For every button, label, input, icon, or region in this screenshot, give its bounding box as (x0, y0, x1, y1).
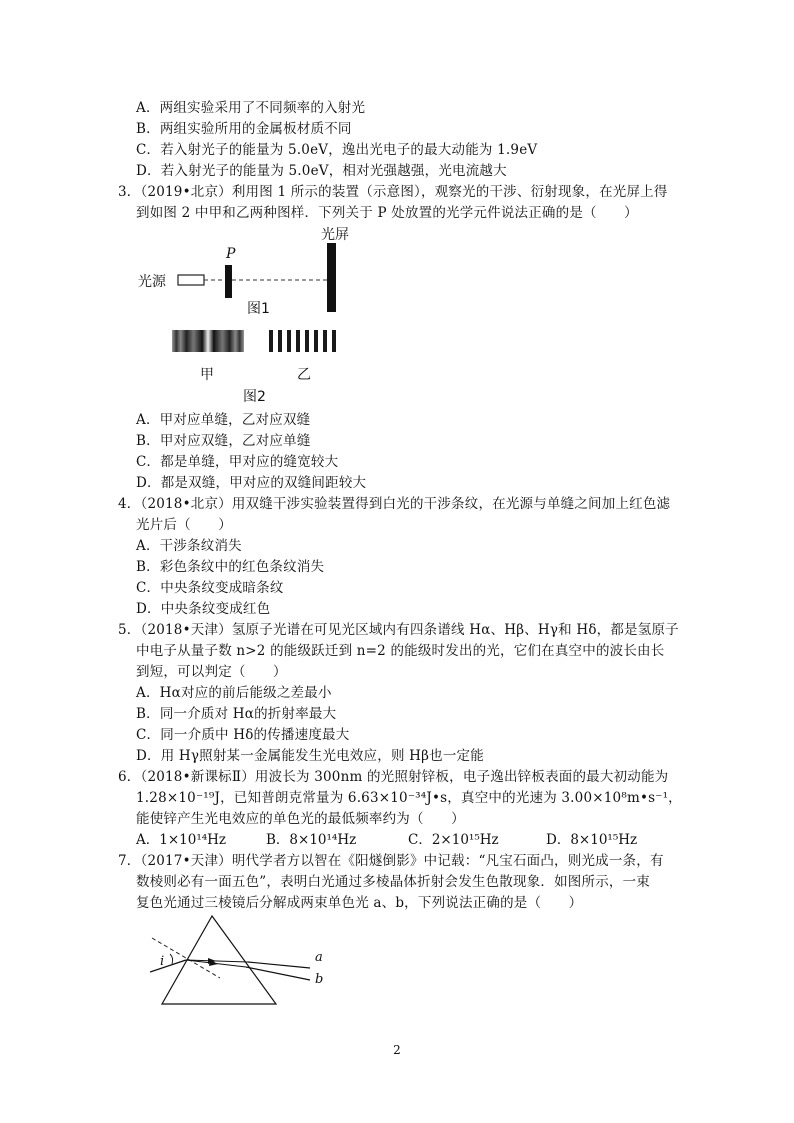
emergent-ray-a (248, 962, 310, 968)
q7-stem-line1: 7．（2017•天津）明代学者方以智在《阳燧倒影》中记载：“凡宝石面凸，则光成一条，有 (118, 853, 664, 869)
q7-stem-line3: 复色光通过三棱镜后分解成两束单色光 a、b，下列说法正确的是（ ） (136, 895, 583, 911)
q3-figure-1 (130, 224, 390, 324)
q5-option-b: B．同一介质对 Hα的折射率最大 (136, 706, 337, 722)
p-label: P (226, 246, 236, 262)
q6-option-b: B．8×10¹⁴Hz (266, 832, 357, 848)
emergent-ray-b (246, 967, 310, 980)
light-source-label: 光源 (138, 274, 166, 290)
q7-prism-figure (150, 912, 350, 1012)
q2-option-c: C．若入射光子的能量为 5.0eV，逸出光电子的最大动能为 1.9eV (136, 142, 538, 158)
q5-stem-line2: 中电子从量子数 n>2 的能级跃迁到 n=2 的能级时发出的光，它们在真空中的波长由长 (136, 643, 665, 659)
q4-option-d: D．中央条纹变成红色 (136, 601, 271, 617)
screen-label: 光屏 (321, 227, 349, 243)
prism-triangle (162, 916, 276, 1004)
q6-option-a: A．1×10¹⁴Hz (136, 832, 227, 848)
q2-option-b: B．两组实验所用的金属板材质不同 (136, 121, 352, 137)
angle-arc (170, 954, 173, 964)
page-number: 2 (393, 1043, 401, 1057)
pattern-b-label: 乙 (297, 367, 311, 383)
q2-option-d: D．若入射光子的能量为 5.0eV，相对光强越强，光电流越大 (136, 163, 507, 179)
q4-stem-line2: 光片后（ ） (136, 517, 232, 533)
q3-option-a: A．甲对应单缝，乙对应双缝 (136, 412, 311, 428)
q6-option-c: C．2×10¹⁵Hz (408, 832, 499, 848)
interference-patterns (170, 330, 360, 352)
q3-option-d: D．都是双缝，甲对应的双缝间距较大 (136, 475, 367, 491)
q4-option-a: A．干涉条纹消失 (136, 538, 242, 554)
q5-option-c: C．同一介质中 Hδ的传播速度最大 (136, 727, 350, 743)
q5-stem-line1: 5．（2018•天津）氢原子光谱在可见光区域内有四条谱线 Hα、Hβ、Hγ和 Hδ，都是氢原子 (118, 622, 679, 638)
q6-stem-line2: 1.28×10⁻¹⁹J，已知普朗克常量为 6.63×10⁻³⁴J•s，真空中的光速为 3.00×10⁸m•s⁻¹， (136, 790, 682, 806)
pattern-a-label: 甲 (200, 367, 214, 383)
q3-option-c: C．都是单缝，甲对应的缝宽较大 (136, 454, 339, 470)
figure-2-caption: 图2 (243, 389, 266, 405)
q5-stem-line3: 到短，可以判定（ ） (136, 664, 287, 680)
q3-stem-line2: 到如图 2 中甲和乙两种图样．下列关于 P 处放置的光学元件说法正确的是（ ） (136, 205, 638, 221)
q6-options-row (136, 830, 656, 850)
q6-option-d: D．8×10¹⁵Hz (546, 832, 638, 848)
angle-i-label: i (160, 954, 165, 969)
beam-a-label: a (315, 950, 323, 965)
q3-option-b: B．甲对应双缝，乙对应单缝 (136, 433, 311, 449)
q5-option-d: D．用 Hγ照射某一金属能发生光电效应，则 Hβ也一定能 (136, 748, 484, 764)
pattern-a (172, 330, 244, 352)
screen-bar (327, 243, 336, 312)
beam-b-label: b (315, 972, 324, 987)
optical-element-p (225, 265, 232, 298)
q4-option-b: B．彩色条纹中的红色条纹消失 (136, 559, 325, 575)
figure-1-caption: 图1 (247, 301, 270, 317)
q2-option-a: A．两组实验采用了不同频率的入射光 (136, 100, 366, 116)
q4-option-c: C．中央条纹变成暗条纹 (136, 580, 284, 596)
q5-option-a: A．Hα对应的前后能级之差最小 (136, 685, 332, 701)
q7-stem-line2: 数棱则必有一面五色”，表明白光通过多棱晶体折射会发生色散现象．如图所示，一束 (136, 874, 651, 890)
pattern-b (266, 330, 338, 352)
q4-stem-line1: 4．（2018•北京）用双缝干涉实验装置得到白光的干涉条纹，在光源与单缝之间加上红色滤 (118, 496, 671, 512)
q6-stem-line1: 6．（2018•新课标Ⅱ）用波长为 300nm 的光照射锌板，电子逸出锌板表面的最大初动能为 (118, 769, 669, 785)
q6-stem-line3: 能使锌产生光电效应的单色光的最低频率约为（ ） (136, 811, 465, 827)
light-source-box (178, 275, 204, 285)
q3-figure-2 (170, 330, 360, 410)
q3-stem-line1: 3．（2019•北京）利用图 1 所示的装置（示意图），观察光的干涉、衍射现象，在光屏上得 (118, 184, 668, 200)
